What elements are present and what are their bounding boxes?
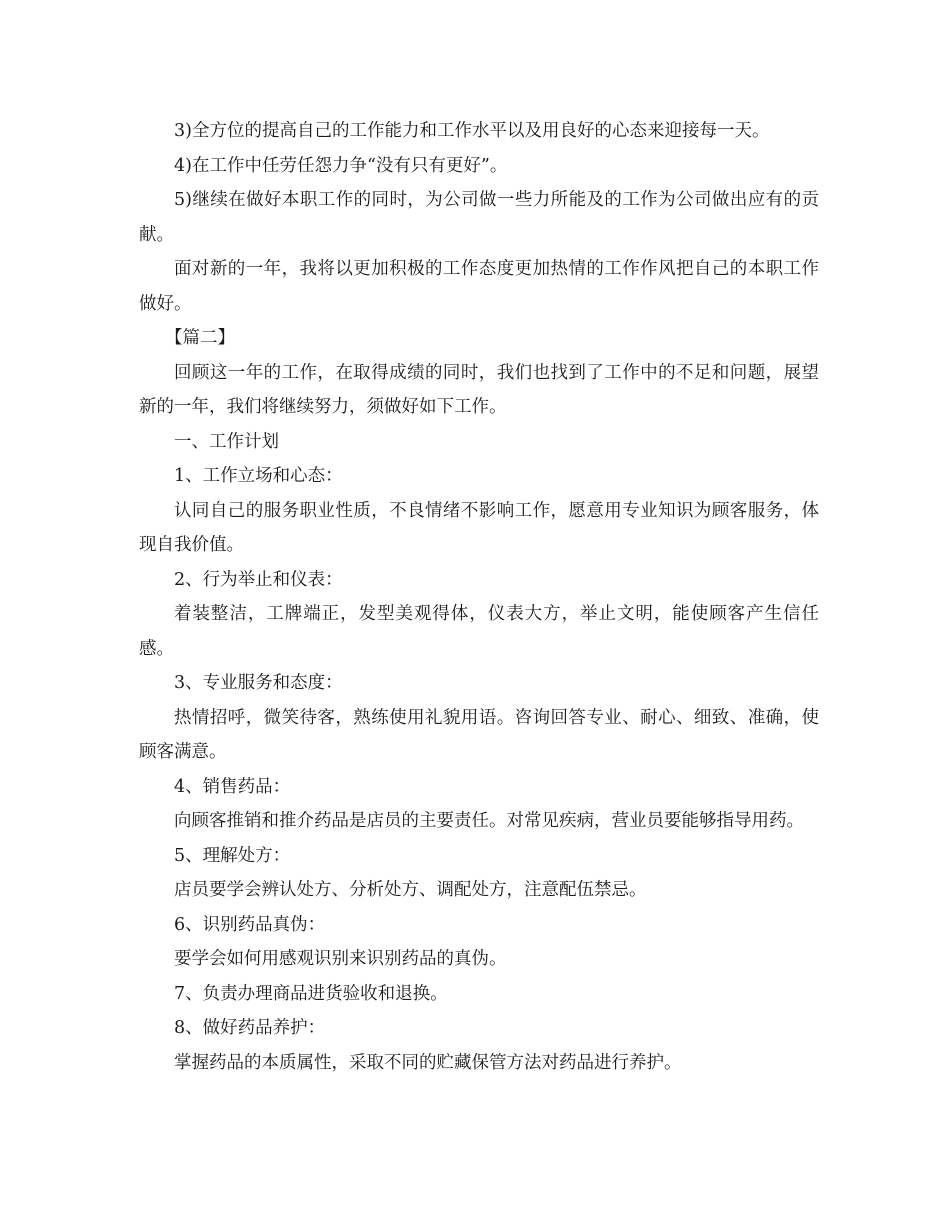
paragraph-4-body: 向顾客推销和推介药品是店员的主要责任。对常见疾病，营业员要能够指导用药。 xyxy=(174,811,804,831)
subheading-2: 2、行为举止和仪表： xyxy=(174,569,343,590)
paragraph-3-body: 热情招呼，微笑待客，熟练使用礼貌用语。咨询回答专业、耐心、细致、准确，使顾客满意。 xyxy=(139,707,819,762)
subheading-5: 5、理解处方： xyxy=(174,845,291,866)
subheading-4: 4、销售药品： xyxy=(174,776,291,797)
paragraph-item-3: 3)全方位的提高自己的工作能力和工作水平以及用良好的心态来迎接每一天。 xyxy=(174,121,770,141)
subheading-6: 6、识别药品真伪： xyxy=(174,914,326,935)
paragraph-item-4: 4)在工作中任劳任怨力争“没有只有更好”。 xyxy=(174,155,508,176)
subheading-1: 1、工作立场和心态： xyxy=(174,466,343,486)
subheading-7: 7、负责办理商品进货验收和退换。 xyxy=(174,983,448,1004)
heading-work-plan: 一、工作计划 xyxy=(174,431,279,452)
paragraph-2-body: 着装整洁，工牌端正，发型美观得体，仪表大方，举止文明，能使顾客产生信任感。 xyxy=(139,604,819,659)
paragraph-1-body: 认同自己的服务职业性质，不良情绪不影响工作，愿意用专业知识为顾客服务，体现自我价值。 xyxy=(139,500,819,555)
paragraph-new-year: 面对新的一年，我将以更加积极的工作态度更加热情的工作作风把自己的本职工作做好。 xyxy=(139,259,819,314)
paragraph-review: 回顾这一年的工作，在取得成绩的同时，我们也找到了工作中的不足和问题，展望新的一年，我们将继续努力，须做好如下工作。 xyxy=(139,362,819,417)
document-body xyxy=(139,114,819,1080)
paragraph-6-body: 要学会如何用感观识别来识别药品的真伪。 xyxy=(174,949,507,969)
paragraph-5-body: 店员要学会辨认处方、分析处方、调配处方，注意配伍禁忌。 xyxy=(174,880,647,900)
subheading-8: 8、做好药品养护： xyxy=(174,1018,326,1038)
subheading-3: 3、专业服务和态度： xyxy=(174,673,343,693)
paragraph-item-5: 5)继续在做好本职工作的同时，为公司做一些力所能及的工作为公司做出应有的贡献。 xyxy=(139,190,819,245)
section-heading-part-two: 【篇二】 xyxy=(165,328,235,348)
paragraph-8-body: 掌握药品的本质属性，采取不同的贮藏保管方法对药品进行养护。 xyxy=(174,1052,682,1073)
